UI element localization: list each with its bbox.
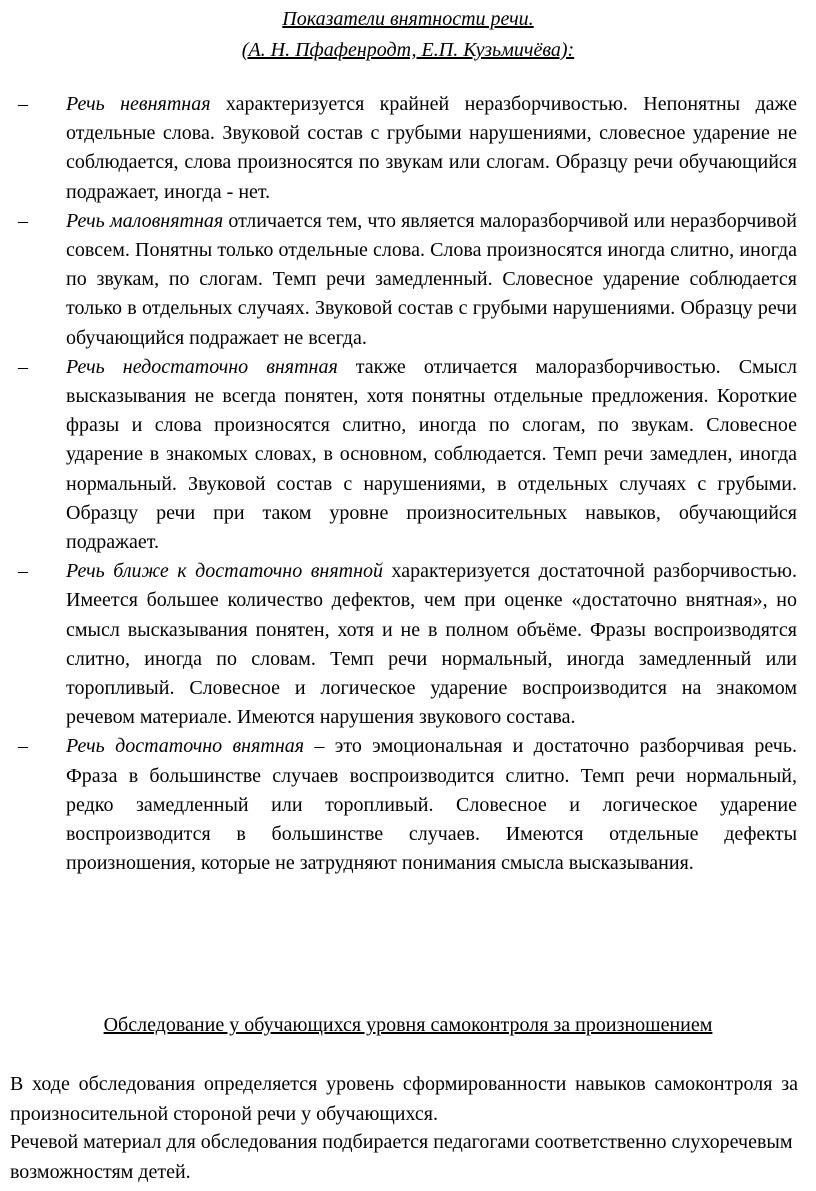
- list-bullet: –: [18, 560, 28, 583]
- list-item-description: характеризуется достаточной разборчивостью. Имеется большее количество дефектов, чем при оценке «достаточно внятная», но смысл высказывания понятен, хотя и не в полном объёме. Фразы воспроизводятся слитно, иногда по словам. Темп речи нормальный, иногда замедленный или торопливый. Словесное и логическое ударение воспроизводится на знакомом речевом материале. Имеются нарушения звукового состава.: [66, 560, 797, 729]
- body-paragraph: В ходе обследования определяется уровень сформированности навыков самоконтроля за произносительной стороной речи у обучающихся.: [10, 1073, 798, 1125]
- list-item-term: Речь ближе к достаточно внятной: [66, 560, 384, 583]
- list-item-text: [66, 557, 797, 732]
- list-item-description: характеризуется крайней неразборчивостью. Непонятны даже отдельные слова. Звуковой состав с грубыми нарушениями, словесное ударение не соблюдается, слова произносятся по звукам или слогам. Образцу речи обучающийся подражает, иногда - нет.: [66, 93, 797, 203]
- list-item-text: [66, 353, 797, 557]
- list-item-text: [66, 90, 797, 207]
- list-item: [0, 90, 816, 207]
- list-item: [0, 353, 816, 557]
- list-item-description: также отличается малоразборчивостью. Смысл высказывания не всегда понятен, хотя понятны отдельные предложения. Короткие фразы и слова произносятся слитно, иногда по слогам, по звукам. Словесное ударение в знакомых словах, в основном, соблюдается. Темп речи замедлен, иногда нормальный. Звуковой состав с нарушениями, в отдельных случаях с грубыми. Образцу речи при таком уровне произносительных навыков, обучающийся подражает.: [66, 355, 798, 554]
- list-bullet: –: [18, 355, 28, 378]
- list-item-description: отличается тем, что является малоразборчивой или неразборчивой совсем. Понятны только отдельные слова. Слова произносятся иногда слитно, иногда по звукам, по слогам. Темп речи замедленный. Словесное ударение соблюдается только в отдельных случаях. Звуковой состав с грубыми нарушениями. Образцу речи обучающийся подражает не всегда.: [66, 209, 797, 349]
- list-item-term: Речь достаточно внятная: [66, 735, 305, 758]
- list-item: [0, 732, 816, 878]
- list-item-term: Речь невнятная: [66, 93, 211, 115]
- body-paragraph: Речевой материал для обследования подбирается педагогами соответственно слухоречевым возможностям детей.: [10, 1131, 793, 1183]
- section-heading: Обследование у обучающихся уровня самоконтроля за произношением: [103, 1014, 713, 1036]
- list-bullet: –: [18, 209, 28, 232]
- list-item-text: [66, 207, 797, 353]
- speech-intelligibility-list: [0, 90, 816, 878]
- list-item: [0, 557, 816, 732]
- document-subtitle-authors: (А. Н. Пфафенродт, Е.П. Кузьмичёва):: [241, 39, 575, 61]
- list-item-description: – это эмоциональная и достаточно разборчивая речь. Фраза в большинстве случаев воспроизводится слитно. Темп речи нормальный, редко замедленный или торопливый. Словесное и логическое ударение воспроизводится в большинстве случаев. Имеются отдельные дефекты произношения, которые не затрудняют понимания смысла высказывания.: [66, 735, 797, 875]
- list-bullet: –: [18, 93, 28, 115]
- list-bullet: –: [18, 735, 28, 758]
- list-item-text: [66, 732, 797, 878]
- list-item-term: Речь маловнятная: [66, 209, 224, 232]
- list-item: [0, 207, 816, 353]
- document-title: Показатели внятности речи.: [282, 8, 534, 30]
- list-item-term: Речь недостаточно внятная: [66, 355, 338, 378]
